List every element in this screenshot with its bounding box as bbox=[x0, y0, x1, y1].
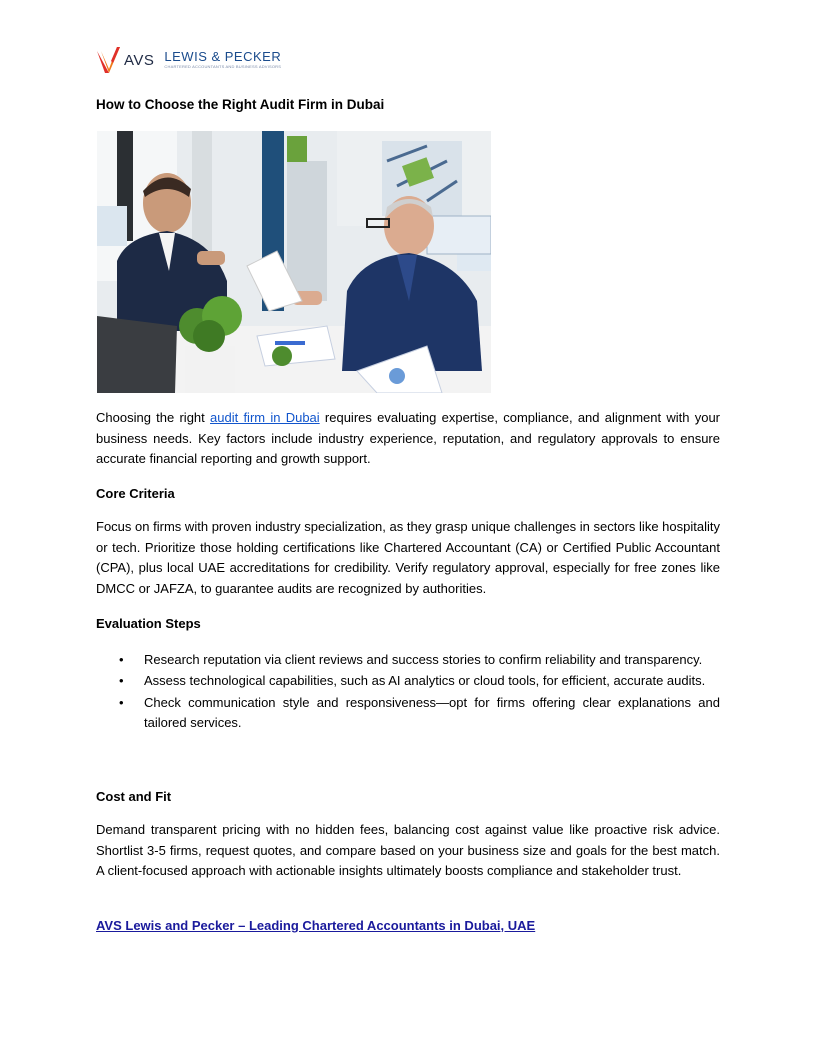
company-homepage-link[interactable]: AVS Lewis and Pecker – Leading Chartered Accountants in Dubai, UAE bbox=[96, 918, 536, 933]
list-item: • Check communication style and responsiveness—opt for firms offering clear explanations and tailored services. bbox=[119, 694, 720, 730]
list-item: • Assess technological capabilities, such as AI analytics or cloud tools, for efficient, accurate audits. bbox=[96, 671, 720, 691]
bullet-icon: • bbox=[119, 694, 124, 710]
audit-firm-link[interactable]: audit firm in Dubai bbox=[210, 410, 320, 425]
section-heading-evaluation-steps: Evaluation Steps bbox=[96, 616, 201, 631]
logo-abbreviation: AVS bbox=[124, 51, 155, 69]
section-heading-core-criteria: Core Criteria bbox=[96, 486, 175, 501]
logo-company-name: LEWIS & PECKER bbox=[164, 49, 282, 64]
meeting-photo bbox=[97, 131, 491, 393]
section-heading-cost-and-fit: Cost and Fit bbox=[96, 789, 172, 804]
core-criteria-paragraph: Focus on firms with proven industry specialization, as they grasp unique challenges in sectors like hospitality or tech. Prioritize those holding certifications like Chartered Accountant (CA) or Certified Public Accountant (CPA), plus local UAE accreditations for credibility. Verify regulatory approval, especially for free zones like DMCC or JAFZA, to guarantee audits are recognized by authorities. bbox=[96, 519, 720, 597]
intro-paragraph: Choosing the right audit firm in Dubai requires evaluating expertise, compliance, and alignment with your business needs. Key factors include industry experience, reputation, and regulatory approvals to ensure accurate financial reporting and growth support. bbox=[96, 410, 721, 467]
logo-chevron-icon bbox=[97, 47, 121, 73]
logo-tagline: CHARTERED ACCOUNTANTS AND BUSINESS ADVISORS bbox=[164, 64, 282, 69]
list-item: • Research reputation via client reviews and success stories to confirm reliability and transparency. bbox=[96, 650, 720, 670]
page-title: How to Choose the Right Audit Firm in Dubai bbox=[96, 97, 385, 112]
bullet-icon: • bbox=[119, 673, 124, 689]
company-logo bbox=[97, 46, 281, 74]
cost-and-fit-paragraph: Demand transparent pricing with no hidden fees, balancing cost against value like proactive risk advice. Shortlist 3-5 firms, request quotes, and compare based on your business size and goals for the best match. A client-focused approach with actionable insights ultimately boosts compliance and stakeholder trust. bbox=[96, 822, 720, 879]
bullet-icon: • bbox=[119, 652, 124, 667]
evaluation-steps-list bbox=[96, 650, 720, 734]
